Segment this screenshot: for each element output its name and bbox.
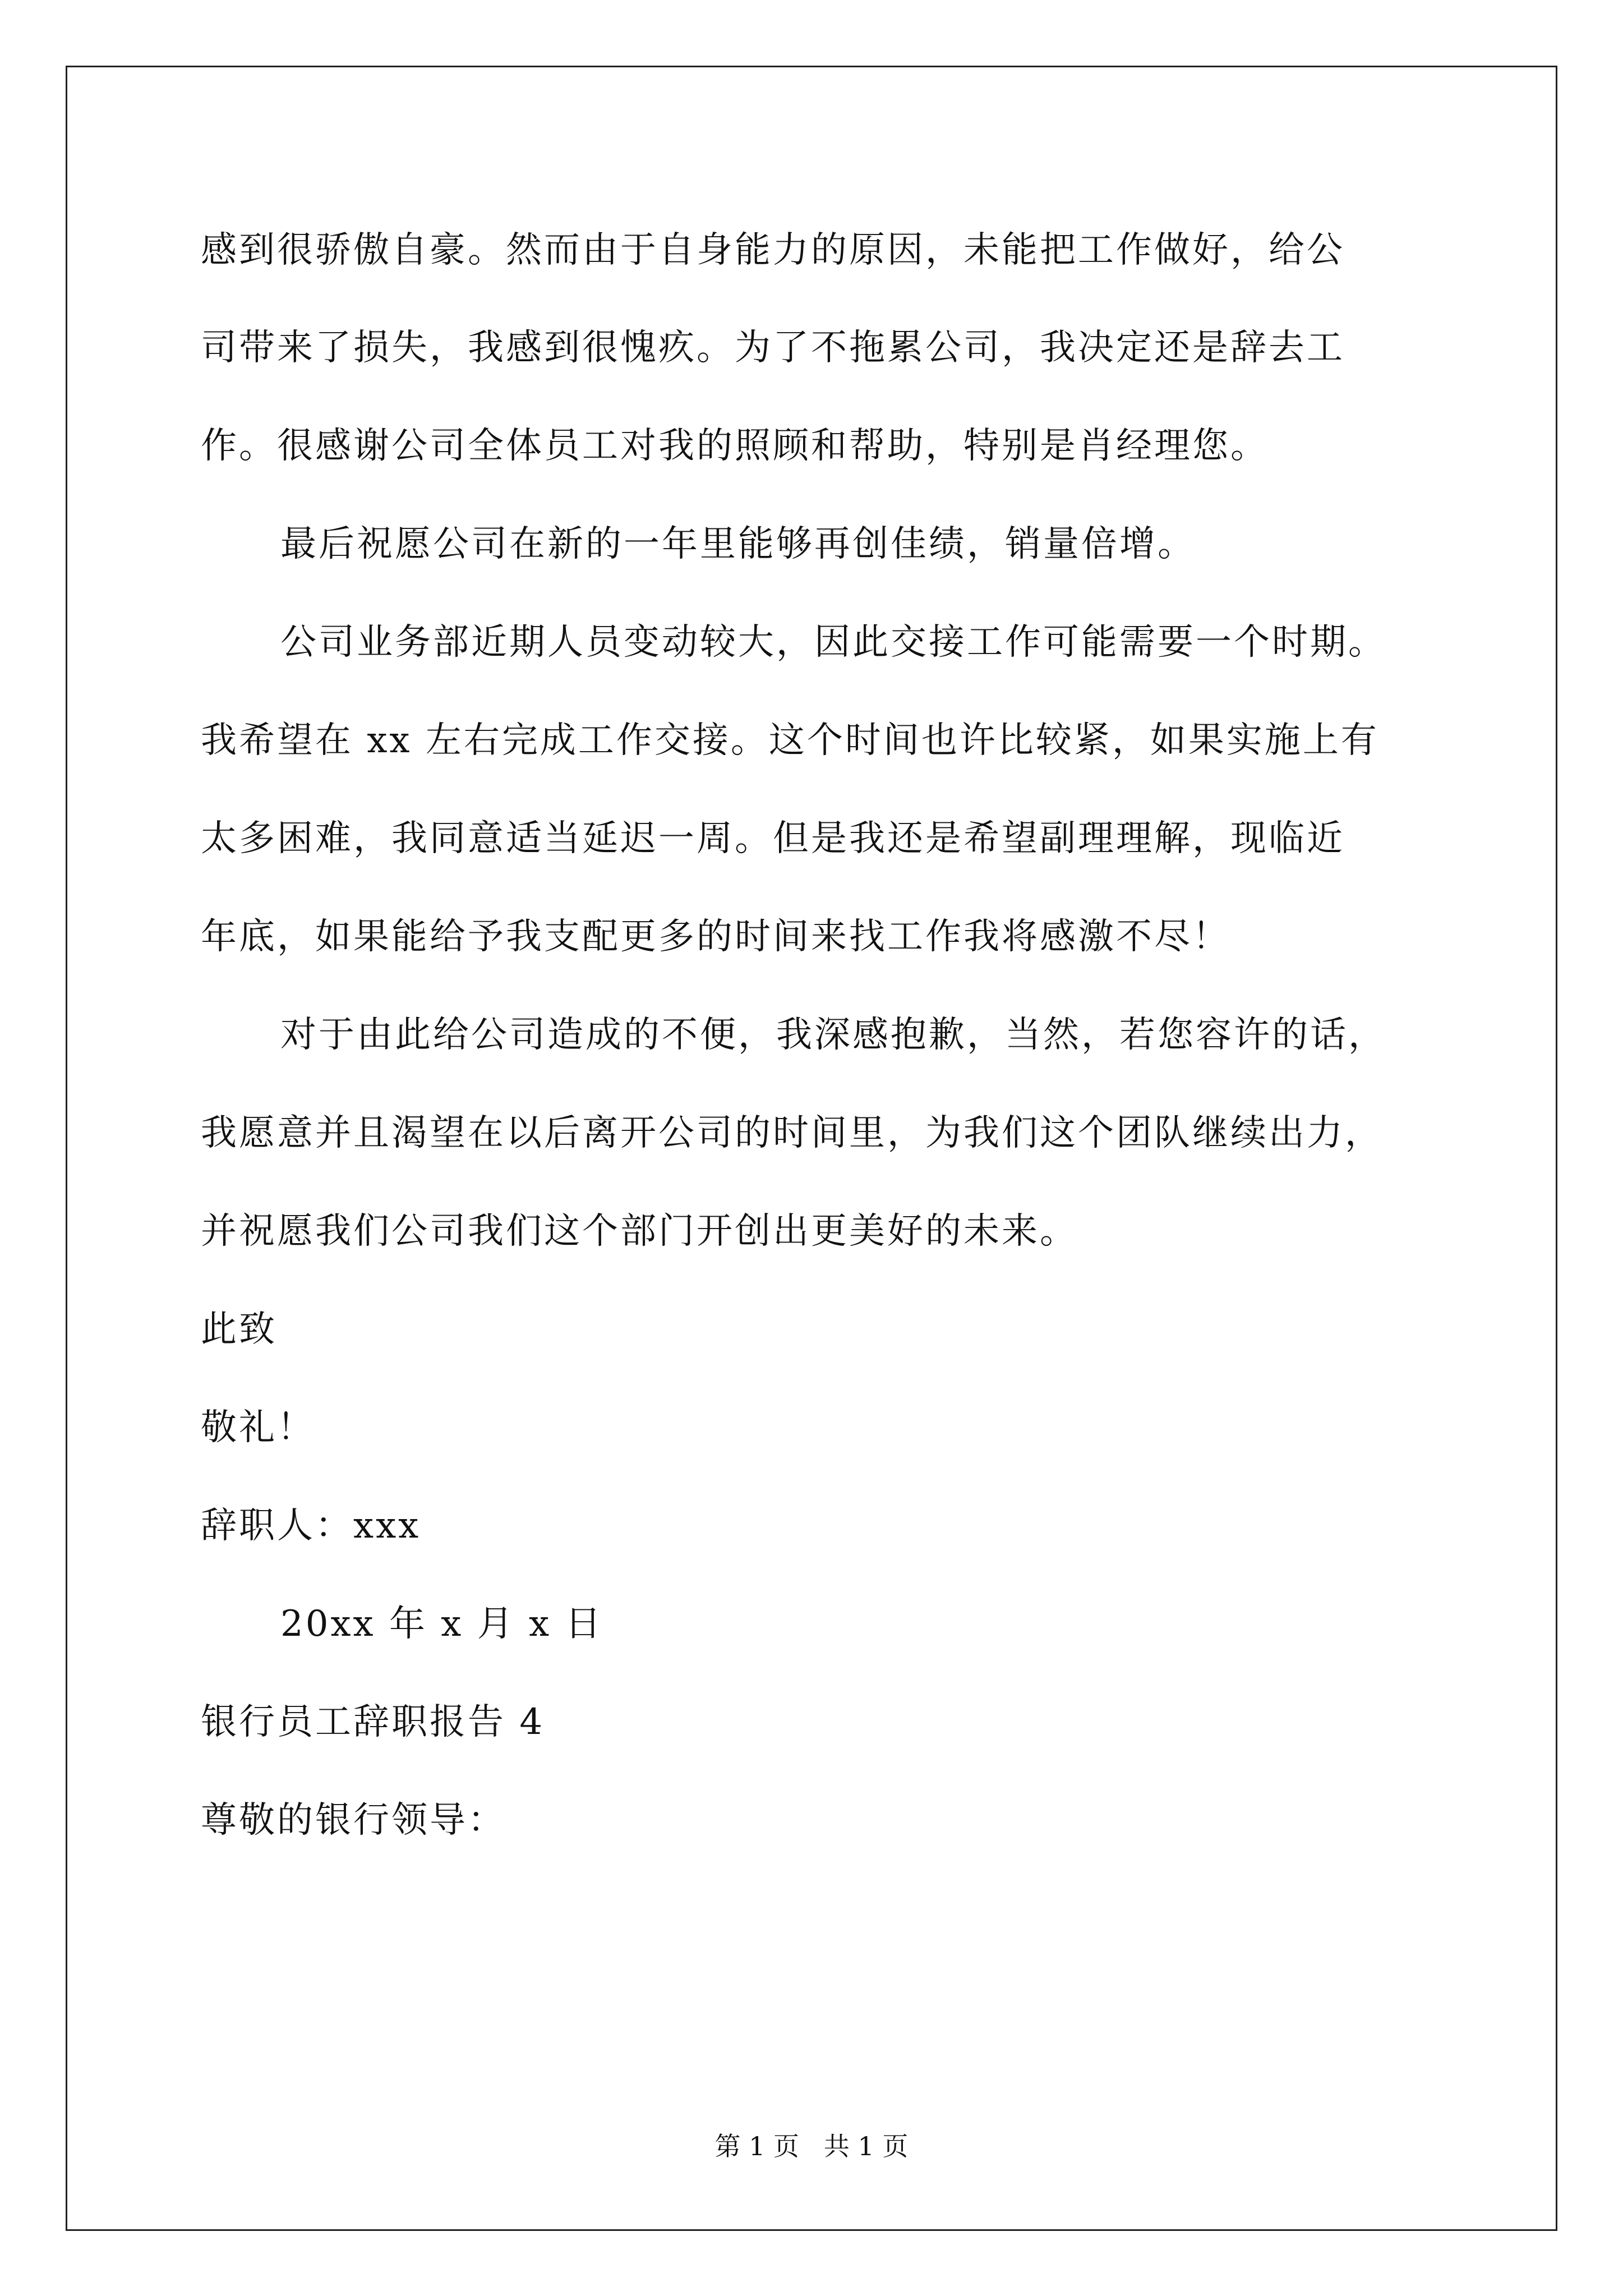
- body-line-10: 我愿意并且渴望在以后离开公司的时间里，为我们这个团队继续出力，: [201, 1112, 1383, 1154]
- section-title: 银行员工辞职报告 4: [201, 1701, 545, 1743]
- body-line-2: 司带来了损失，我感到很愧疚。为了不拖累公司，我决定还是辞去工: [201, 327, 1345, 369]
- greeting-line: 尊敬的银行领导：: [201, 1800, 506, 1841]
- body-line-4: 最后祝愿公司在新的一年里能够再创佳绩，销量倍增。: [280, 523, 1196, 565]
- page-footer: 第 1 页 共 1 页: [714, 2131, 909, 2161]
- body-line-3: 作。很感谢公司全体员工对我的照顾和帮助，特别是肖经理您。: [201, 425, 1269, 467]
- body-line-5: 公司业务部近期人员变动较大，因此交接工作可能需要一个时期。: [280, 622, 1386, 663]
- closing-salutation: 此致: [201, 1309, 277, 1350]
- body-line-11: 并祝愿我们公司我们这个部门开创出更美好的未来。: [201, 1211, 1078, 1252]
- body-line-9: 对于由此给公司造成的不便，我深感抱歉，当然，若您容许的话，: [280, 1014, 1386, 1056]
- body-line-8: 年底，如果能给予我支配更多的时间来找工作我将感激不尽！: [201, 916, 1230, 958]
- body-line-1: 感到很骄傲自豪。然而由于自身能力的原因，未能把工作做好，给公: [201, 229, 1345, 271]
- date-line: 20xx 年 x 月 x 日: [280, 1603, 603, 1645]
- signature-line: 辞职人：xxx: [201, 1505, 421, 1547]
- closing-regards: 敬礼！: [201, 1407, 315, 1448]
- body-line-7: 太多困难，我同意适当延迟一周。但是我还是希望副理理解，现临近: [201, 818, 1345, 859]
- body-line-6: 我希望在 xx 左右完成工作交接。这个时间也许比较紧，如果实施上有: [201, 720, 1379, 761]
